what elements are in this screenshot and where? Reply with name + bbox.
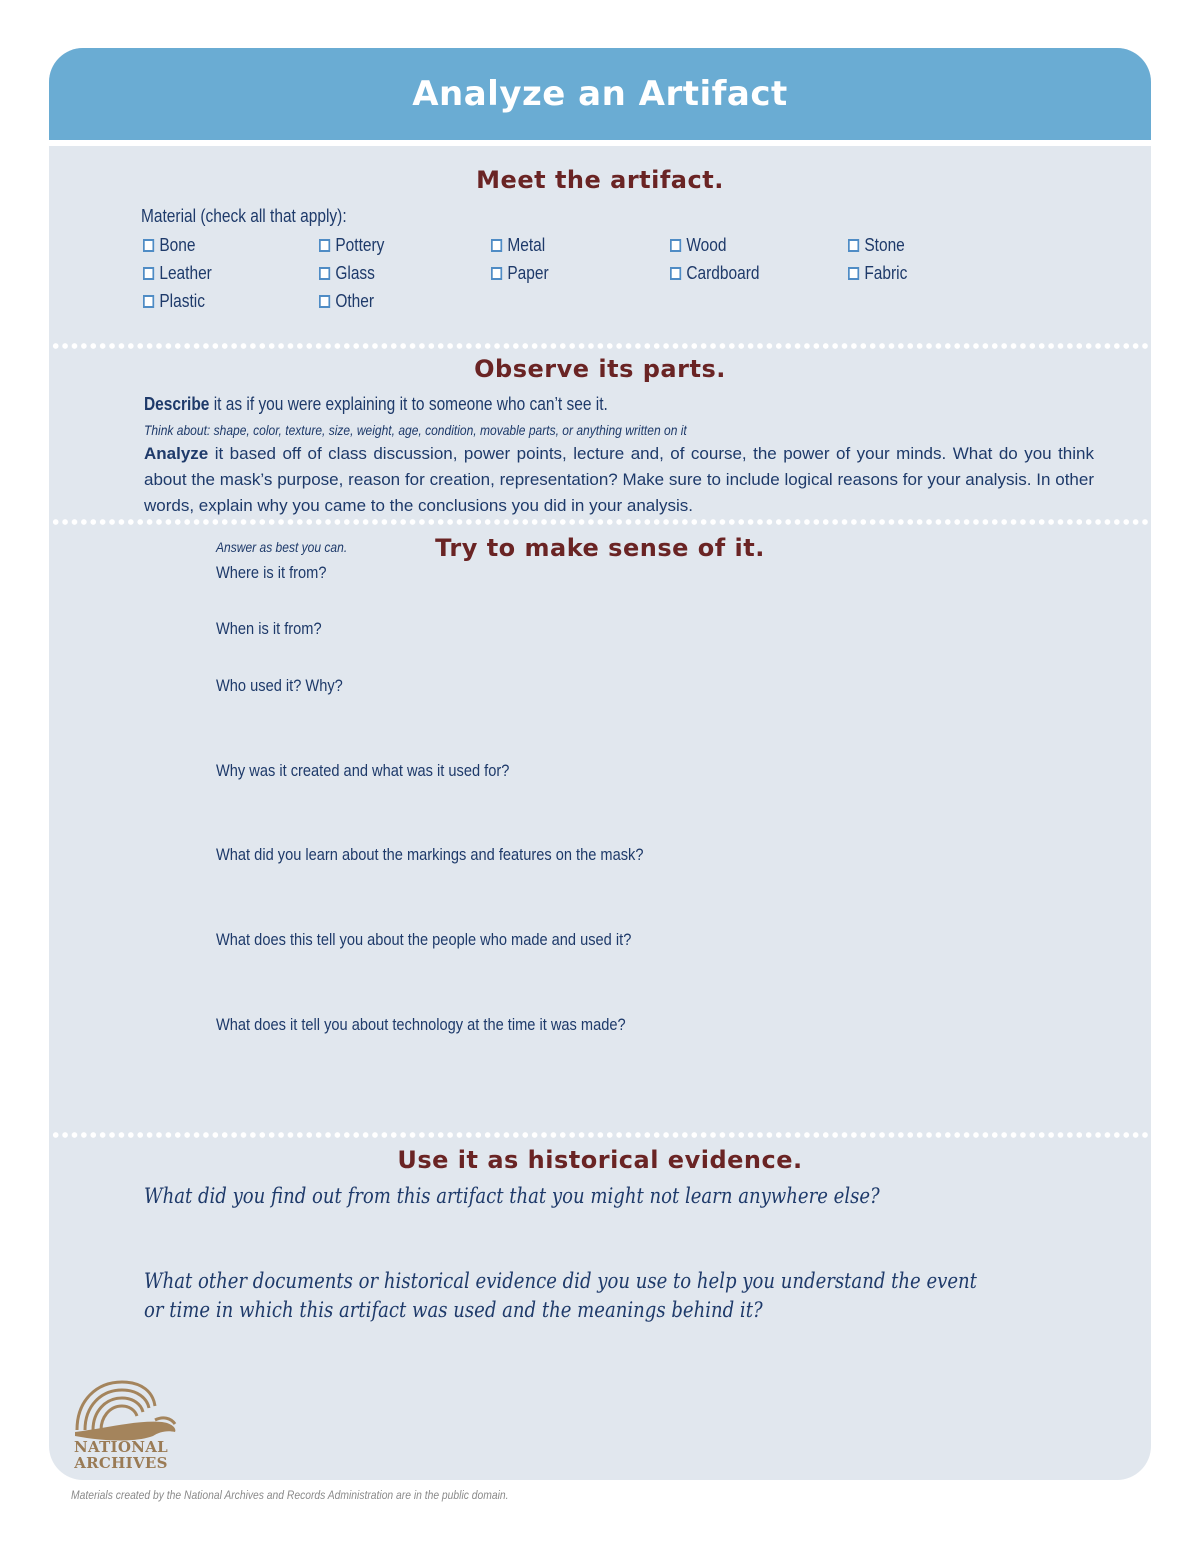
dotted-divider	[51, 518, 1149, 526]
think-about-hint: Think about: shape, color, texture, size, weight, age, condition, movable parts, or anything written on it	[144, 422, 687, 438]
checkbox-label: Wood	[686, 235, 727, 255]
header-divider	[49, 140, 1151, 146]
checkbox-leather[interactable]	[143, 263, 212, 284]
material-label: Material (check all that apply):	[141, 206, 347, 226]
checkbox-label: Paper	[507, 263, 549, 283]
question-when: When is it from?	[216, 619, 322, 638]
checkbox-label: Plastic	[159, 291, 205, 311]
checkbox-icon[interactable]	[143, 295, 154, 308]
checkbox-icon[interactable]	[848, 267, 859, 280]
checkbox-icon[interactable]	[491, 239, 502, 252]
sense-section-title: Try to make sense of it.	[435, 534, 765, 562]
observe-section-title: Observe its parts.	[474, 355, 726, 383]
checkbox-plastic[interactable]	[143, 291, 205, 312]
checkbox-cardboard[interactable]	[670, 263, 759, 284]
checkbox-bone[interactable]	[143, 235, 196, 256]
header-bar	[49, 48, 1151, 140]
checkbox-other[interactable]	[319, 291, 374, 312]
question-why-created: Why was it created and what was it used for?	[216, 761, 510, 780]
checkbox-label: Pottery	[335, 235, 385, 255]
analyze-label: Analyze	[144, 444, 209, 463]
question-people: What does this tell you about the people who made and used it?	[216, 930, 632, 949]
question-who: Who used it? Why?	[216, 676, 343, 695]
page-title: Analyze an Artifact	[412, 74, 788, 114]
checkbox-fabric[interactable]	[848, 263, 907, 284]
evidence-question-2-line2: or time in which this artifact was used and the meanings behind it?	[144, 1298, 763, 1322]
checkbox-wood[interactable]	[670, 235, 727, 256]
checkbox-icon[interactable]	[670, 239, 681, 252]
checkbox-label: Fabric	[864, 263, 908, 283]
meet-section-title: Meet the artifact.	[476, 166, 724, 194]
describe-label: Describe	[144, 394, 210, 414]
checkbox-label: Other	[335, 291, 375, 311]
logo-text-archives: ARCHIVES	[74, 1454, 168, 1472]
question-where: Where is it from?	[216, 563, 327, 582]
evidence-section-title: Use it as historical evidence.	[397, 1146, 803, 1174]
checkbox-paper[interactable]	[491, 263, 549, 284]
checkbox-glass[interactable]	[319, 263, 375, 284]
checkbox-icon[interactable]	[848, 239, 859, 252]
question-markings: What did you learn about the markings and features on the mask?	[216, 845, 644, 864]
evidence-question-1: What did you find out from this artifact that you might not learn anywhere else?	[144, 1184, 880, 1208]
checkbox-label: Stone	[864, 235, 905, 255]
checkbox-pottery[interactable]	[319, 235, 384, 256]
dotted-divider	[51, 342, 1149, 350]
question-technology: What does it tell you about technology at the time it was made?	[216, 1015, 626, 1034]
analyze-paragraph	[144, 441, 1094, 519]
checkbox-icon[interactable]	[319, 239, 330, 252]
answer-instruction: Answer as best you can.	[216, 539, 348, 555]
dotted-divider	[51, 1131, 1149, 1139]
checkbox-label: Metal	[507, 235, 546, 255]
analyze-text: it based off of class discussion, power points, lecture and, of course, the power of your minds. What do you think about the mask’s purpose, reason for creation, representation? Make sure to include logical reasons for your analysis. In other words, explain why you came to the conclusions you did in your analysis.	[144, 444, 1094, 515]
logo-text-national: NATIONAL	[73, 1438, 169, 1456]
checkbox-stone[interactable]	[848, 235, 905, 256]
evidence-question-2-line1: What other documents or historical evidence did you use to help you understand the event	[144, 1269, 977, 1293]
checkbox-icon[interactable]	[670, 267, 681, 280]
checkbox-icon[interactable]	[491, 267, 502, 280]
worksheet-sheet	[49, 48, 1151, 1480]
checkbox-label: Cardboard	[686, 263, 760, 283]
checkbox-label: Leather	[159, 263, 212, 283]
checkbox-metal[interactable]	[491, 235, 545, 256]
footer-note: Materials created by the National Archives and Records Administration are in the public domain.	[71, 1488, 509, 1502]
checkbox-icon[interactable]	[143, 239, 154, 252]
checkbox-label: Bone	[159, 235, 196, 255]
describe-line	[144, 394, 608, 415]
checkbox-icon[interactable]	[143, 267, 154, 280]
checkbox-label: Glass	[335, 263, 375, 283]
checkbox-icon[interactable]	[319, 267, 330, 280]
describe-text: it as if you were explaining it to someone who can’t see it.	[213, 394, 608, 414]
checkbox-icon[interactable]	[319, 295, 330, 308]
